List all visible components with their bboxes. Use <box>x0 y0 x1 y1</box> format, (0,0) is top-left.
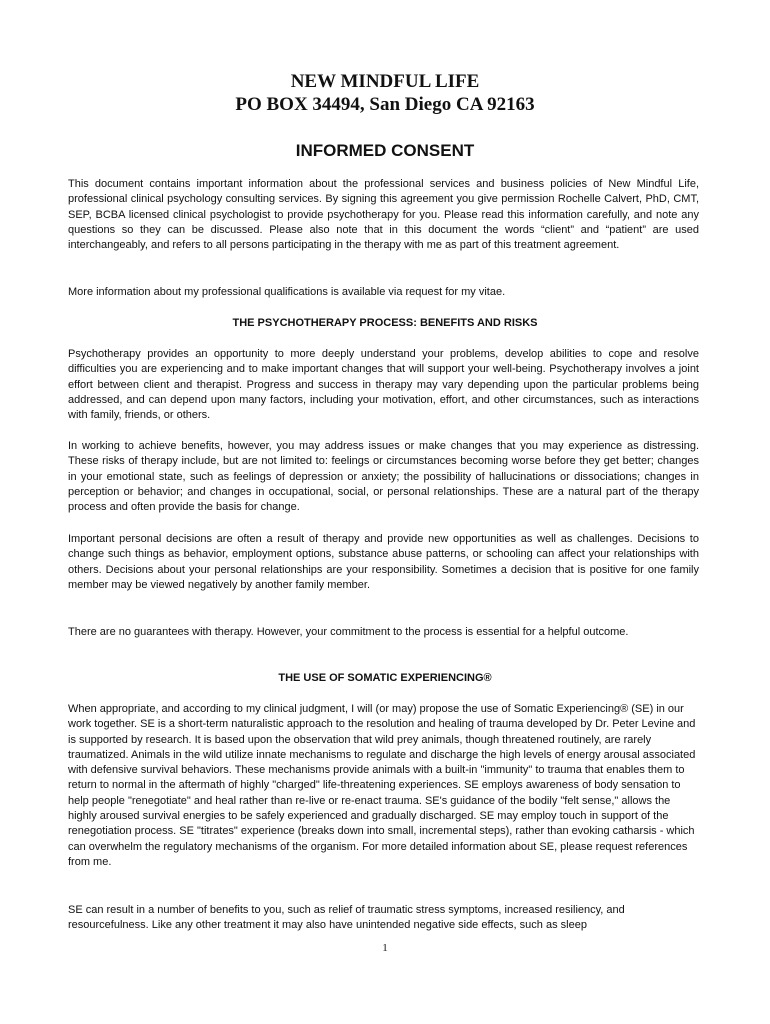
org-address: PO BOX 34494, San Diego CA 92163 <box>235 94 535 115</box>
org-name: NEW MINDFUL LIFE <box>290 71 480 92</box>
intro-paragraph: This document contains important information about the professional services and business policies of New Mindful Life, professional clinical psychology consulting services. By signing this agreement you give permission Rochelle Calvert, PhD, CMT, SEP, BCBA licensed clinical psychologist to provide psychotherapy for you. Please read this information carefully, and note any questions so they can be discussed. Please also note that in this document the words “client” and “patient” are used interchangeably, and refers to all persons participating in the therapy with me as part of this treatment agreement. <box>68 178 699 252</box>
process-paragraph-decisions: Important personal decisions are often a result of therapy and provide new opportunities as well as challenges. Decisions to change such things as behavior, employment options, substance abuse patterns, or schooling can affect your relationships with others. Decisions about your personal relationships are your responsibility. Sometimes a decision that is positive for one family member may be viewed negatively by another family member. <box>68 533 699 591</box>
section-heading-somatic: THE USE OF SOMATIC EXPERIENCING® <box>278 672 492 684</box>
qualifications-paragraph: More information about my professional qualifications is available via request for my vitae. <box>68 286 506 298</box>
process-paragraph-benefits: Psychotherapy provides an opportunity to more deeply understand your problems, develop abilities to cope and resolve difficulties you are experiencing and to make important changes that will support your well-being. Psychotherapy involves a joint effort between client and therapist. Progress and success in therapy may vary depending upon the particular problems being addressed, and can depend upon many factors, including your motivation, effort, and other circumstances, such as interactions with family, friends, or others. <box>68 348 699 422</box>
somatic-paragraph-description: When appropriate, and according to my clinical judgment, I will (or may) propose the use of Somatic Experiencing® (SE) in our work together. SE is a short-term naturalistic approach to the resolution and healing of trauma developed by Dr. Peter Levine and is supported by research. It is based upon the observation that wild prey animals, though threatened routinely, are rarely traumatized. Animals in the wild utilize innate mechanisms to regulate and discharge the high levels of energy arousal associated with defensive survival behaviors. These mechanisms provide animals with a built-in "immunity" to trauma that enables them to return to normal in the aftermath of highly "charged" life-threatening experiences. SE employs awareness of body sensation to help people "renegotiate" and heal rather than re-live or re-enact trauma. SE's guidance of the bodily "felt sense," allows the highly aroused survival energies to be safely experienced and gradually discharged. SE may employ touch in support of the renegotiation process. SE "titrates" experience (breaks down into small, incremental steps), rather than evoking catharsis - which can overwhelm the regulatory mechanisms of the organism. For more detailed information about SE, please request references from me. <box>68 703 696 868</box>
section-heading-process: THE PSYCHOTHERAPY PROCESS: BENEFITS AND RISKS <box>232 317 538 329</box>
process-paragraph-guarantees: There are no guarantees with therapy. However, your commitment to the process is essential for a helpful outcome. <box>68 626 629 638</box>
document-title: INFORMED CONSENT <box>295 141 475 160</box>
page-number: 1 <box>382 942 388 954</box>
somatic-paragraph-benefits: SE can result in a number of benefits to you, such as relief of traumatic stress symptoms, increased resiliency, and resourcefulness. Like any other treatment it may also have unintended negative side effects, such as sleep <box>68 904 625 932</box>
process-paragraph-risks: In working to achieve benefits, however, you may address issues or make changes that you may experience as distressing. These risks of therapy include, but are not limited to: feelings or circumstances becoming worse before they get better; changes in your emotional state, such as feelings of depression or anxiety; the possibility of hallucinations or dissociations; changes in perception or behavior; and changes in occupational, social, or personal relationships. These are a natural part of the therapy process and often provide the basis for change. <box>68 440 699 514</box>
